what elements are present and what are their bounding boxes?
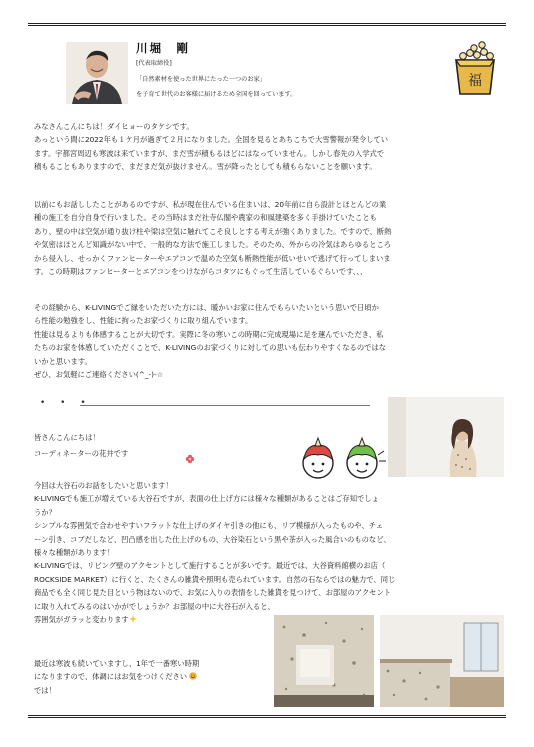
text-line: みなさんこんにちは！ダイヒョーのタケシです。 — [34, 122, 194, 131]
coordinator-photo — [388, 397, 504, 477]
text-line: 雰囲気がガラッと変わります — [34, 615, 129, 625]
svg-text:福: 福 — [468, 73, 482, 89]
text-line: になりますので、体調にはお気をつけください — [34, 672, 188, 682]
text-line: あり、壁の中は空気が通り抜け柱や梁は空気に触れてこそ良しとする考えが強くありました。ですので、断熱 — [34, 226, 392, 236]
text-line: うか？ — [34, 507, 56, 517]
tagline-line-2: を子育て世代のお客様に届けるため全国を回っています。 — [136, 91, 297, 98]
flower-emoji-icon — [185, 449, 195, 459]
text-line: に取り入れてみるのはいかがでしょうか？お部屋の中に大谷石が入ると、 — [34, 601, 275, 611]
text-line: K-LIVINGでは、リビング壁のアクセントとして施行することが多いです。最近では、大谷資料館横のお店（ — [34, 561, 386, 571]
text-line: 積もることもありますので、まだまだ気が抜けません。雪が降ったとしても積もらないことを願います。 — [34, 162, 377, 172]
text-line: ROCKSIDE MARKET）に行くと、たくさんの雑貨や照明も売られています。自然の石ならではの魅力で、同じ — [34, 574, 396, 584]
divider-dots: • • • — [40, 398, 92, 408]
text-line: いかと思います。 — [34, 356, 92, 366]
masu-beans-icon — [446, 40, 504, 98]
coordinator-paragraph — [34, 479, 504, 626]
text-line: K-LIVINGでも施工が増えている大谷石ですが、表面の仕上げ方には様々な種類があることはご存知でしょ — [34, 494, 379, 504]
president-photo — [66, 42, 128, 104]
sparkle-emoji-icon — [129, 614, 137, 622]
president-paragraph-3 — [34, 301, 504, 381]
smiling-face-emoji-icon — [189, 671, 197, 679]
text-line: あっという間に2022年も１ケ月が過ぎて２月になりました。全国を見るとあちこちで大雪警報が発令してい — [34, 135, 389, 145]
text-line: 以前にもお話ししたことがあるのですが、私が現在住んでいる住まいは、20年前に自ら設計とほとんどの業 — [34, 200, 387, 209]
text-line: 様々な種類があります！ — [34, 548, 115, 558]
text-line: す。この時期はファンヒーターとエアコンをつけながらコタツにもぐって生活しているぐらいです、、、 — [34, 267, 368, 277]
text-line: から侵入し、せっかくファンヒーターやエアコンで温めた空気も断熱性能が低いせいで逃げて行ってしまいま — [34, 253, 391, 263]
text-line: 種の施工を自分自身で行いました。その当時はまだ社寺仏閣や農家の和風建築を多く手掛けていたことも — [34, 213, 377, 223]
top-double-rule — [28, 23, 506, 26]
tagline-line-1: 「自然素材を使った世界にたった一つのお家」 — [136, 76, 266, 83]
president-role: [代表取締役] — [136, 60, 172, 67]
text-line: 商品でも全く同じ見た目という物はないので、お気に入りの表情をした雑貨を見つけて、お部屋のアクセント — [34, 588, 392, 598]
president-paragraph-1 — [34, 120, 504, 174]
text-line: ら性能の勉強をし、性能に拘ったお家づくりに取り組んでいます。 — [34, 316, 253, 326]
president-paragraph-2 — [34, 198, 504, 278]
closing-paragraph — [34, 657, 274, 697]
oya-stone-interior-photo-1 — [274, 615, 374, 707]
bottom-double-rule — [28, 715, 506, 718]
text-line: 最近は寒波も続いていますし、1年で一番寒い時期 — [34, 659, 200, 668]
text-line: ーン引き、コブだしなど、凹凸感を出した仕上げのもの、大谷染石という黒や茶が入った風合いのものなど、 — [34, 534, 391, 544]
oya-stone-interior-photo-2 — [380, 615, 504, 707]
text-line: たちのお家を体感していただくことで、K-LIVINGのお家づくりに対しての思いも伝わりやすくなるのではな — [34, 343, 387, 353]
president-name: 川堀 剛 — [136, 41, 190, 55]
text-line: や気密はほとんど知識がない中で、一般的な方法で施工しました。そのため、外からの冷気はあらゆるところ — [34, 240, 392, 250]
text-line: ぜひ、お気軽にご連絡ください(^_-)-☆ — [34, 370, 164, 380]
coordinator-greeting: 皆さんこんにちは！ — [34, 433, 100, 442]
section-divider-line — [80, 405, 370, 406]
text-line: では！ — [34, 685, 56, 695]
oni-characters-illustration — [298, 433, 388, 483]
text-line: ます。宇都宮周辺も寒波は来ていますが、まだ雪が積もるほどにはなっていません。しかし春先の入学式で — [34, 148, 385, 158]
text-line: シンプルな雰囲気で合わせやすいフラットな仕上げのダイヤ引きの他にも、リブ模様が入ったものや、チェ — [34, 521, 384, 531]
coordinator-intro: コーディネーターの花井です — [34, 449, 129, 458]
text-line: 性能は見るよりも体感することが大切です。実際に冬の寒いこの時期に完成現場に足を運んでいただき、私 — [34, 329, 384, 339]
text-line-with-emoji — [34, 670, 274, 683]
text-line: 今回は大谷石のお話をしたいと思います！ — [34, 481, 173, 490]
text-line: その経験から、K-LIVINGでご縁をいただいた方には、暖かいお家に住んでもらいたいという思いで日頃か — [34, 303, 379, 312]
